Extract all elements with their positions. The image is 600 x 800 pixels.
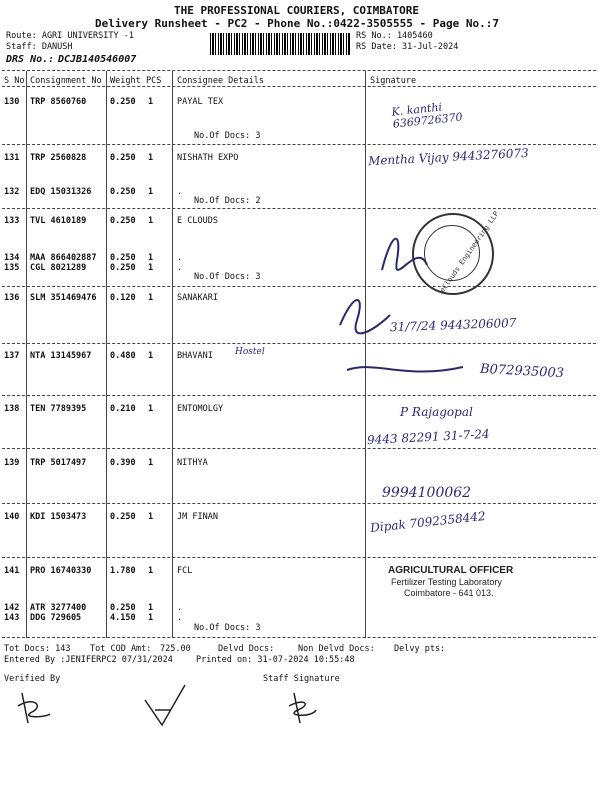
- verifier-mark: [140, 680, 190, 730]
- row-consignment: DDG 729605: [30, 613, 82, 623]
- row-consignment: SLM 351469476: [30, 293, 97, 303]
- col-header-consignee: Consignee Details: [177, 76, 264, 86]
- row-consignment: PRO 16740330: [30, 566, 92, 576]
- row-consignment: ATR 3277400: [30, 603, 87, 613]
- row-weight: 0.480: [110, 351, 136, 361]
- row-consignee: .: [177, 603, 183, 613]
- row-separator: [2, 395, 596, 396]
- signature-139: 9994100062: [382, 485, 472, 501]
- drs-number: DCJB140546007: [58, 54, 137, 65]
- row-consignee: NISHATH EXPO: [177, 153, 239, 163]
- col-header-consignment: Consignment No: [30, 76, 102, 86]
- row-sno: 135: [4, 263, 20, 273]
- row-consignee: BHAVANI: [177, 351, 213, 361]
- table-top-rule: [2, 70, 596, 71]
- row-weight: 0.250: [110, 263, 136, 273]
- rs-date: RS Date: 31-Jul-2024: [356, 42, 459, 52]
- row-pcs: 1: [148, 351, 154, 361]
- row-separator: [2, 286, 596, 287]
- company-title: THE PROFESSIONAL COURIERS, COIMBATORE: [174, 4, 420, 17]
- row-consignee: JM FINAN: [177, 512, 218, 522]
- signature-138-phone: 9443 82291 31-7-24: [366, 426, 490, 448]
- row-pcs: 1: [148, 187, 154, 197]
- col-divider: [172, 71, 173, 638]
- row-separator: [2, 448, 596, 449]
- signature-133: [372, 220, 432, 280]
- row-consignment: MAA 866402887: [30, 253, 97, 263]
- signature-136: 31/7/24 9443206007: [389, 315, 517, 335]
- row-weight: 4.150: [110, 613, 136, 623]
- row-sno: 136: [4, 293, 20, 303]
- printed-on: Printed on: 31-07-2024 10:55:48: [196, 655, 355, 665]
- row-separator: [2, 343, 596, 344]
- row-pcs: 1: [148, 153, 154, 163]
- row-consignee: SANAKARI: [177, 293, 218, 303]
- signature-140: Dipak 7092358442: [369, 508, 487, 536]
- row-consignee: NITHYA: [177, 458, 208, 468]
- row-consignee: PAYAL TEX: [177, 97, 224, 107]
- drs-label: DRS No.:: [6, 54, 55, 65]
- row-weight: 0.250: [110, 603, 136, 613]
- seal-text: eClouds Engineering LLP: [438, 210, 501, 294]
- row-docs: No.Of Docs: 3: [194, 623, 261, 633]
- col-divider: [26, 71, 27, 638]
- col-header-weight: Weight: [110, 76, 141, 86]
- row-weight: 0.250: [110, 512, 136, 522]
- stamp-line-1: AGRICULTURAL OFFICER: [388, 565, 514, 576]
- stamp-line-2: Fertilizer Testing Laboratory: [391, 577, 502, 587]
- row-weight: 0.250: [110, 187, 136, 197]
- col-header-pcs: PCS: [146, 76, 162, 86]
- delivered-docs: Delvd Docs:: [218, 644, 275, 654]
- row-consignment: TRP 8560760: [30, 97, 87, 107]
- verifier-signature: [14, 688, 54, 728]
- row-docs: No.Of Docs: 3: [194, 131, 261, 141]
- row-sno: 131: [4, 153, 20, 163]
- row-sno: 132: [4, 187, 20, 197]
- col-header-signature: Signature: [370, 76, 417, 86]
- staff-signature: [284, 688, 320, 728]
- row-consignee: .: [177, 253, 183, 263]
- row-pcs: 1: [148, 512, 154, 522]
- runsheet-subtitle: Delivery Runsheet - PC2 - Phone No.:0422-3505555 - Page No.:7: [95, 17, 499, 30]
- row-consignment: TVL 4610189: [30, 216, 87, 226]
- row-sno: 139: [4, 458, 20, 468]
- row-separator: [2, 144, 596, 145]
- row-pcs: 1: [148, 603, 154, 613]
- signature-130: K. kanthi 6369726370: [390, 100, 464, 131]
- row-sno: 133: [4, 216, 20, 226]
- total-cod-label: Tot COD Amt:: [90, 644, 152, 654]
- entered-by: Entered By :JENIFERPC2 07/31/2024: [4, 655, 173, 665]
- row-consignment: KDI 1503473: [30, 512, 87, 522]
- row-weight: 0.250: [110, 253, 136, 263]
- row-sno: 142: [4, 603, 20, 613]
- stamp-line-3: Coimbatore - 641 013.: [404, 588, 494, 598]
- row-weight: 1.780: [110, 566, 136, 576]
- row-weight: 0.250: [110, 216, 136, 226]
- row-sno: 130: [4, 97, 20, 107]
- signature-137-mark: [345, 355, 465, 385]
- col-divider: [106, 71, 107, 638]
- row-consignee: ENTOMOLGY: [177, 404, 224, 414]
- non-delivered-docs: Non Delvd Docs:: [298, 644, 375, 654]
- row-weight: 0.250: [110, 153, 136, 163]
- total-cod-value: 725.00: [160, 644, 191, 654]
- signature-131: Mentha Vijay 9443276073: [367, 145, 530, 169]
- row-separator: [2, 208, 596, 209]
- row-consignment: EDQ 15031326: [30, 187, 92, 197]
- row-pcs: 1: [148, 253, 154, 263]
- staff-label: Staff: DANUSH: [6, 42, 73, 52]
- staff-signature-label: Staff Signature: [263, 674, 340, 684]
- table-bottom-rule: [2, 637, 596, 638]
- row-consignee: .: [177, 263, 183, 273]
- row-consignee: .: [177, 613, 183, 623]
- row-separator: [2, 557, 596, 558]
- barcode: [210, 33, 350, 55]
- col-header-sno: S No: [4, 76, 25, 86]
- signature-136-mark: [335, 290, 395, 340]
- row-separator: [2, 503, 596, 504]
- row-sno: 137: [4, 351, 20, 361]
- row-weight: 0.390: [110, 458, 136, 468]
- signature-137: B072935003: [479, 361, 565, 382]
- row-weight: 0.250: [110, 97, 136, 107]
- row-consignee: E CLOUDS: [177, 216, 218, 226]
- total-docs: Tot Docs: 143: [4, 644, 71, 654]
- row-sno: 143: [4, 613, 20, 623]
- row-pcs: 1: [148, 404, 154, 414]
- delivery-points: Delvy pts:: [394, 644, 446, 654]
- row-pcs: 1: [148, 263, 154, 273]
- row-consignment: CGL 8021289: [30, 263, 87, 273]
- row-sno: 140: [4, 512, 20, 522]
- row-pcs: 1: [148, 216, 154, 226]
- row-consignment: TRP 5017497: [30, 458, 87, 468]
- verified-by-label: Verified By: [4, 674, 61, 684]
- row-sno: 141: [4, 566, 20, 576]
- table-header-rule: [2, 86, 596, 87]
- rs-number: RS No.: 1405460: [356, 31, 433, 41]
- row-pcs: 1: [148, 458, 154, 468]
- row-weight: 0.120: [110, 293, 136, 303]
- row-weight: 0.210: [110, 404, 136, 414]
- row-pcs: 1: [148, 613, 154, 623]
- row-pcs: 1: [148, 97, 154, 107]
- route-label: Route: AGRI UNIVERSITY -1: [6, 31, 134, 41]
- row-consignee: .: [177, 187, 183, 197]
- row-sno: 138: [4, 404, 20, 414]
- row-consignment: NTA 13145967: [30, 351, 92, 361]
- row-pcs: 1: [148, 293, 154, 303]
- signature-138-name: P Rajagopal: [400, 405, 473, 419]
- row-consignment: TEN 7789395: [30, 404, 87, 414]
- handwritten-note: Hostel: [235, 347, 265, 357]
- row-docs: No.Of Docs: 3: [194, 272, 261, 282]
- row-sno: 134: [4, 253, 20, 263]
- row-consignment: TRP 2560828: [30, 153, 87, 163]
- row-docs: No.Of Docs: 2: [194, 196, 261, 206]
- row-consignee: FCL: [177, 566, 193, 576]
- row-pcs: 1: [148, 566, 154, 576]
